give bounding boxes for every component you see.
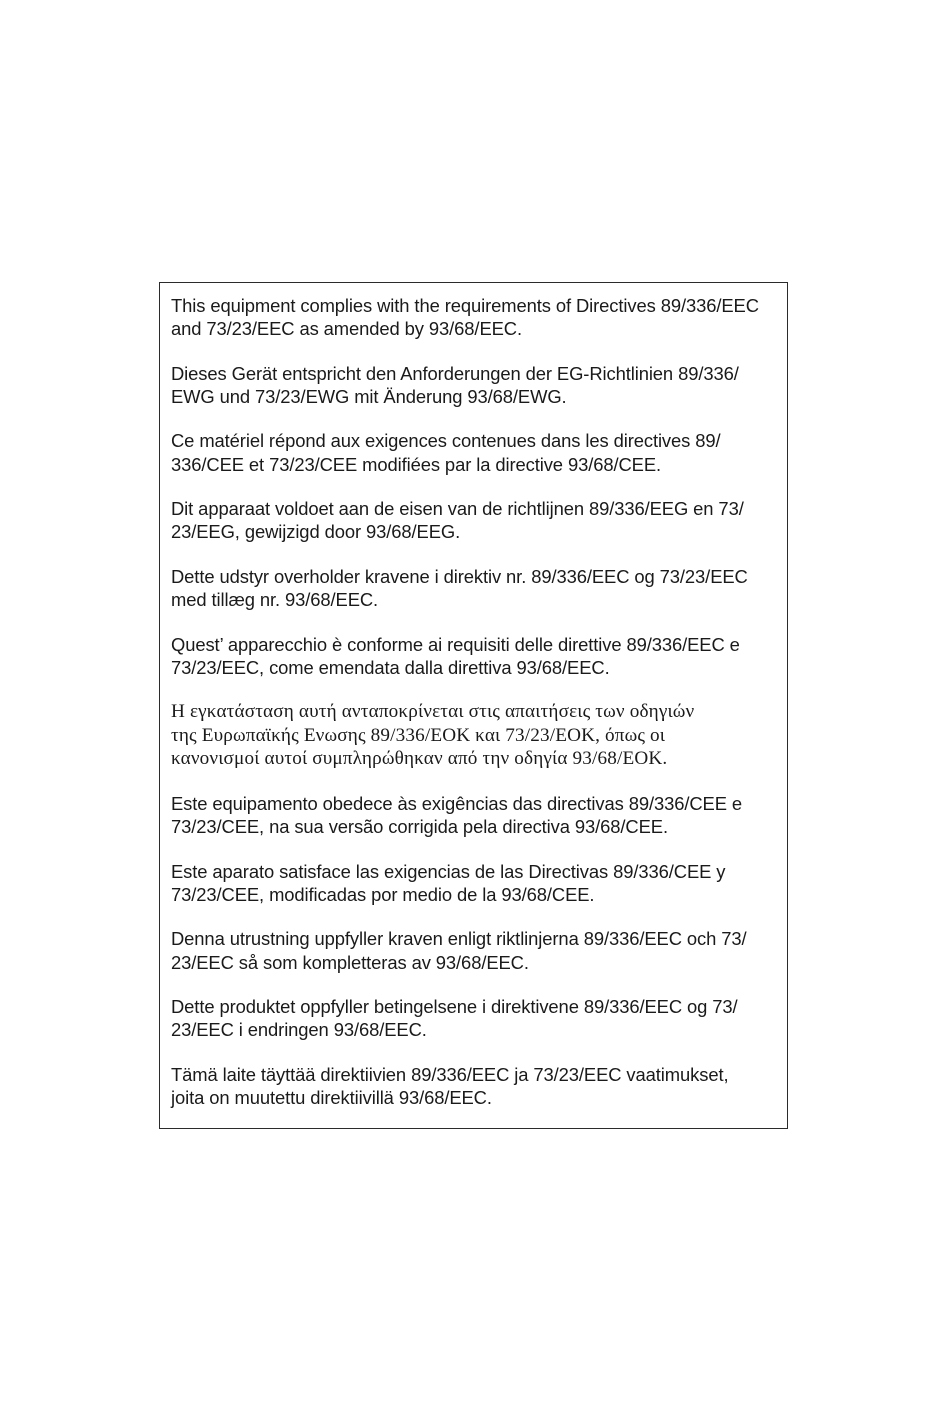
statement-line: Denna utrustning uppfyller kraven enligt riktlinjerna 89/336/EEC och 73/ (171, 928, 747, 950)
statement-line: joita on muutettu direktiivillä 93/68/EEC. (171, 1087, 492, 1109)
statement-line: της Ευρωπαϊκής Ενωσης 89/336/ΕΟΚ και 73/23/ΕΟΚ, όπως οι (171, 724, 666, 746)
statement-line: Este equipamento obedece às exigências das directivas 89/336/CEE e (171, 793, 743, 814)
statement-line: Quest’ apparecchio è conforme ai requisiti delle direttive 89/336/EEC e (171, 633, 740, 655)
compliance-statement-de (171, 362, 773, 408)
compliance-statement-nl (171, 497, 773, 543)
statement-line: 73/23/CEE, modificadas por medio de la 93/68/CEE. (171, 883, 595, 905)
compliance-statement-pt (171, 792, 773, 838)
compliance-statement-da (171, 565, 773, 611)
compliance-statement-it (171, 633, 773, 679)
statement-line: Dette produktet oppfyller betingelsene i direktivene 89/336/EEC og 73/ (171, 996, 738, 1018)
compliance-statement-fr (171, 429, 773, 475)
compliance-statement-el (171, 700, 773, 771)
statement-line: Ce matériel répond aux exigences contenues dans les directives 89/ (171, 430, 721, 452)
statement-line: EWG und 73/23/EWG mit Änderung 93/68/EWG. (171, 385, 567, 407)
statement-line: 73/23/CEE, na sua versão corrigida pela directiva 93/68/CEE. (171, 816, 668, 838)
compliance-notice-box (159, 282, 788, 1129)
statement-line: Dieses Gerät entspricht den Anforderungen der EG-Richtlinien 89/336/ (171, 362, 739, 384)
statement-line: 23/EEG, gewijzigd door 93/68/EEG. (171, 521, 461, 543)
statement-line: Dette udstyr overholder kravene i direktiv nr. 89/336/EEC og 73/23/EEC (171, 565, 748, 587)
compliance-statement-no (171, 995, 773, 1041)
compliance-statement-es (171, 860, 773, 906)
statement-line: Tämä laite täyttää direktiivien 89/336/EEC ja 73/23/EEC vaatimukset, (171, 1063, 729, 1085)
statement-line: Este aparato satisface las exigencias de las Directivas 89/336/CEE y (171, 860, 726, 882)
statement-line: 73/23/EEC, come emendata dalla direttiva 93/68/EEC. (171, 656, 610, 678)
statement-line: This equipment complies with the requirements of Directives 89/336/EEC (171, 295, 759, 316)
statement-line: and 73/23/EEC as amended by 93/68/EEC. (171, 318, 522, 340)
statement-line: Η εγκατάσταση αυτή ανταποκρίνεται στις απαιτήσεις των οδηγιών (171, 701, 695, 723)
statement-line: med tillæg nr. 93/68/EEC. (171, 589, 379, 611)
compliance-statement-en (171, 294, 773, 340)
statement-line: 336/CEE et 73/23/CEE modifiées par la directive 93/68/CEE. (171, 453, 661, 475)
statement-line: Dit apparaat voldoet aan de eisen van de richtlijnen 89/336/EEG en 73/ (171, 498, 744, 520)
statement-line: 23/EEC så som kompletteras av 93/68/EEC. (171, 951, 529, 973)
statement-line: 23/EEC i endringen 93/68/EEC. (171, 1019, 427, 1041)
statement-line: κανονισμοί αυτοί συμπληρώθηκαν από την οδηγία 93/68/ΕΟΚ. (171, 748, 668, 770)
compliance-statement-fi (171, 1063, 773, 1109)
compliance-statement-sv (171, 927, 773, 973)
